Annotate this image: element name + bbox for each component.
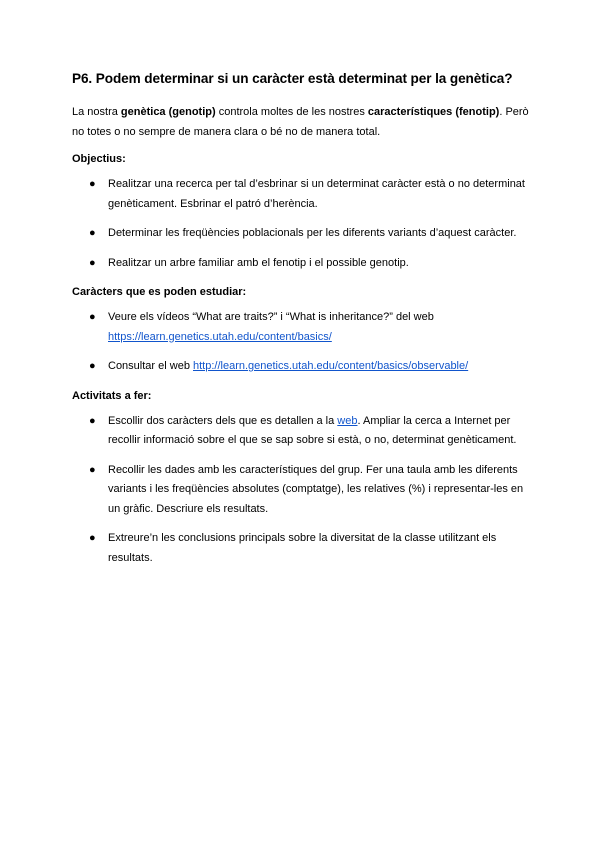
list-item-text: Determinar les freqüències poblacionals per les diferents variants d’aquest caràcter. <box>108 227 517 239</box>
intro-text-mid: controla moltes de les nostres <box>215 106 368 118</box>
bullet-icon: ● <box>89 532 96 544</box>
list-item-text: Consultar el web <box>108 360 193 372</box>
list-item <box>72 461 534 520</box>
section-title-activitats: Activitats a fer: <box>72 389 152 402</box>
intro-paragraph <box>72 102 534 142</box>
list-item <box>72 224 534 244</box>
intro-text-pre: La nostra <box>72 106 121 118</box>
basics-link[interactable]: https://learn.genetics.utah.edu/content/basics/ <box>108 330 332 343</box>
page-title: P6. Podem determinar si un caràcter està determinat per la genètica? <box>72 71 513 86</box>
list-item-text: Realitzar un arbre familiar amb el fenotip i el possible genotip. <box>108 256 409 269</box>
document-content <box>72 70 534 578</box>
list-item <box>72 529 534 568</box>
bullet-icon: ● <box>89 256 96 269</box>
bullet-icon: ● <box>89 414 96 427</box>
section-title-caracters: Caràcters que es poden estudiar: <box>72 286 247 298</box>
intro-bold-genetica: genètica (genotip) <box>120 106 216 118</box>
list-item-text: Escollir dos caràcters dels que es detallen a la <box>108 414 338 427</box>
list-item <box>72 357 534 377</box>
list-item <box>72 175 534 214</box>
intro-bold-caracteristiques: característiques (fenotip) <box>367 106 500 118</box>
section-title-objectius: Objectius: <box>72 153 126 165</box>
intro-text-post: . Però no totes o no sempre de manera clara o bé no de manera total. <box>72 106 529 138</box>
bullet-icon: ● <box>89 360 96 372</box>
observable-link[interactable]: http://learn.genetics.utah.edu/content/basics/observable/ <box>193 360 469 372</box>
objectius-list <box>72 175 534 273</box>
activitats-list <box>72 412 534 569</box>
list-item-text: Realitzar una recerca per tal d’esbrinar si un determinat caràcter està o no determinat genèticament. Esbrinar el patró d’herència. <box>108 178 525 210</box>
list-item <box>72 412 534 451</box>
list-item <box>72 254 534 274</box>
list-item-text: Recollir les dades amb les característiques del grup. Fer una taula amb les diferents variants i les freqüències absolutes (comptatge), les relatives (%) i representar-les en un gràfic. Descriure els resultats. <box>108 463 524 515</box>
bullet-icon: ● <box>89 311 96 323</box>
list-item-text: Veure els vídeos “What are traits?” i “What is inheritance?” del web <box>108 311 434 323</box>
bullet-icon: ● <box>89 463 96 476</box>
list-item <box>72 308 534 347</box>
bullet-icon: ● <box>89 227 96 239</box>
list-item-text: Extreure’n les conclusions principals sobre la diversitat de la classe utilitzant els resultats. <box>108 532 497 564</box>
web-link[interactable]: web <box>337 414 358 427</box>
bullet-icon: ● <box>89 178 96 190</box>
caracters-list <box>72 308 534 377</box>
list-item-text: . Ampliar la cerca a Internet per recollir informació sobre el que se sap sobre si està, o no, determinat genèticament. <box>108 414 517 446</box>
